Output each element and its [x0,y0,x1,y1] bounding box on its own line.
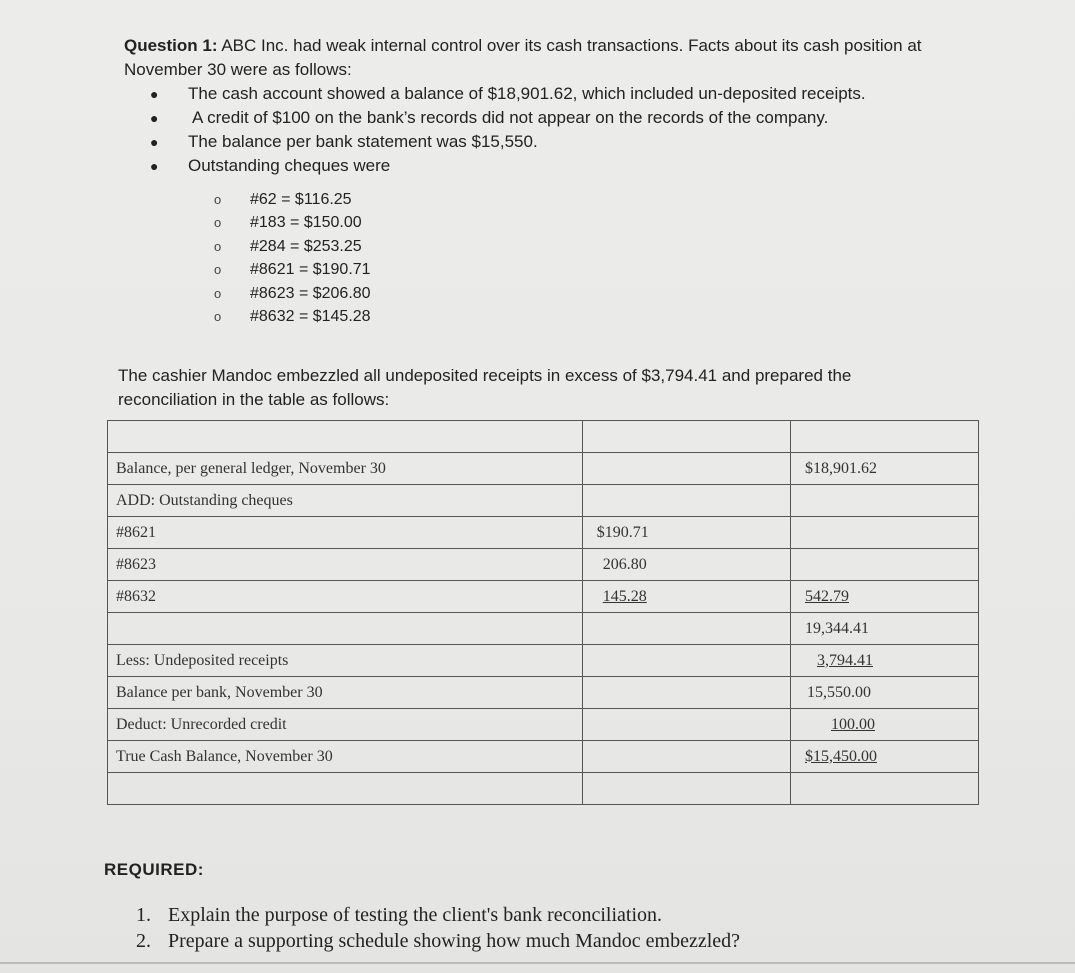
table-row: #8623 206.80 [108,549,979,581]
bullet-icon: ● [150,86,159,102]
table-row: Deduct: Unrecorded credit 100.00 [108,709,979,741]
required-heading: REQUIRED: [104,860,204,879]
table-row: #8621 $190.71 [108,517,979,549]
circle-bullet-icon: o [214,192,222,207]
table-row: Balance, per general ledger, November 30 $18,901.62 [108,453,979,485]
circle-bullet-icon: o [214,215,222,231]
bullet-icon: ● [150,134,159,150]
list-item: 2. Prepare a supporting schedule showing how much Mandoc embezzled? [136,930,741,952]
table-row: #8632 145.28 542.79 [108,581,979,613]
circle-bullet-icon: o [214,285,222,301]
table-row [108,421,979,453]
table-row: ADD: Outstanding cheques [108,485,979,517]
table-row: Balance per bank, November 30 15,550.00 [108,677,979,709]
required-list [136,902,740,954]
table-row [108,773,979,805]
circle-bullet-icon: o [214,308,222,324]
question-label: Question 1: [124,36,218,55]
question-text: ABC Inc. had weak internal control over its cash transactions. Facts about its cash position at November 30 were as follows: [124,36,922,79]
circle-bullet-icon: o [214,238,222,254]
question-intro [124,34,984,82]
table-row: True Cash Balance, November 30 $15,450.00 [108,741,979,773]
table-row: 19,344.41 [108,613,979,645]
document-page: Question 1: ABC Inc. had weak internal control over its cash transactions. Facts about its cash position at November 30 were as follows: ● The cash account showed a balance of $18,901.62, which included un-deposited receipts. ● A credit of $100 on the bank’s records did not appear on the records of the company. ● The balance per bank statement was $15,550. ● Outstanding cheques were o #62 = $116.25 o #183 = $150.00 o #284 = $253.25 o #8621 = $190.71 o #8623 = $206.80 o #8632 = $145.28 The cashier Mandoc embezzled all undeposited receipts in excess of $3,794.41 and prepared the reconciliation in the table as follows: Balance, per general ledger, November 30 $18,901.62 ADD: Outstanding cheques #8621 $190.71 #8623 206.80 #8632 145.28 542.79 19,344.41 Less: Undeposited receipts 3,794.41 Balance per bank, November 30 15,550.00 Deduct: Unrecorded credit 100.00 True Cash Balance, November 30 $15,450.00 REQUIRED: 1. Explain the purpose of testing the client's bank reconciliation. 2. Prepare a supporting schedule showing how much Mandoc embezzled? [0,0,1075,973]
cashier-paragraph: The cashier Mandoc embezzled all undeposited receipts in excess of $3,794.41 and prepared the reconciliation in the table as follows: [118,366,852,409]
page-edge-divider [0,962,1075,964]
list-item: 1. Explain the purpose of testing the client's bank reconciliation. [136,904,663,926]
bullet-icon: ● [150,158,159,174]
reconciliation-table [107,420,979,805]
table-row: Less: Undeposited receipts 3,794.41 [108,645,979,677]
bullet-icon: ● [150,110,159,126]
circle-bullet-icon: o [214,262,222,278]
